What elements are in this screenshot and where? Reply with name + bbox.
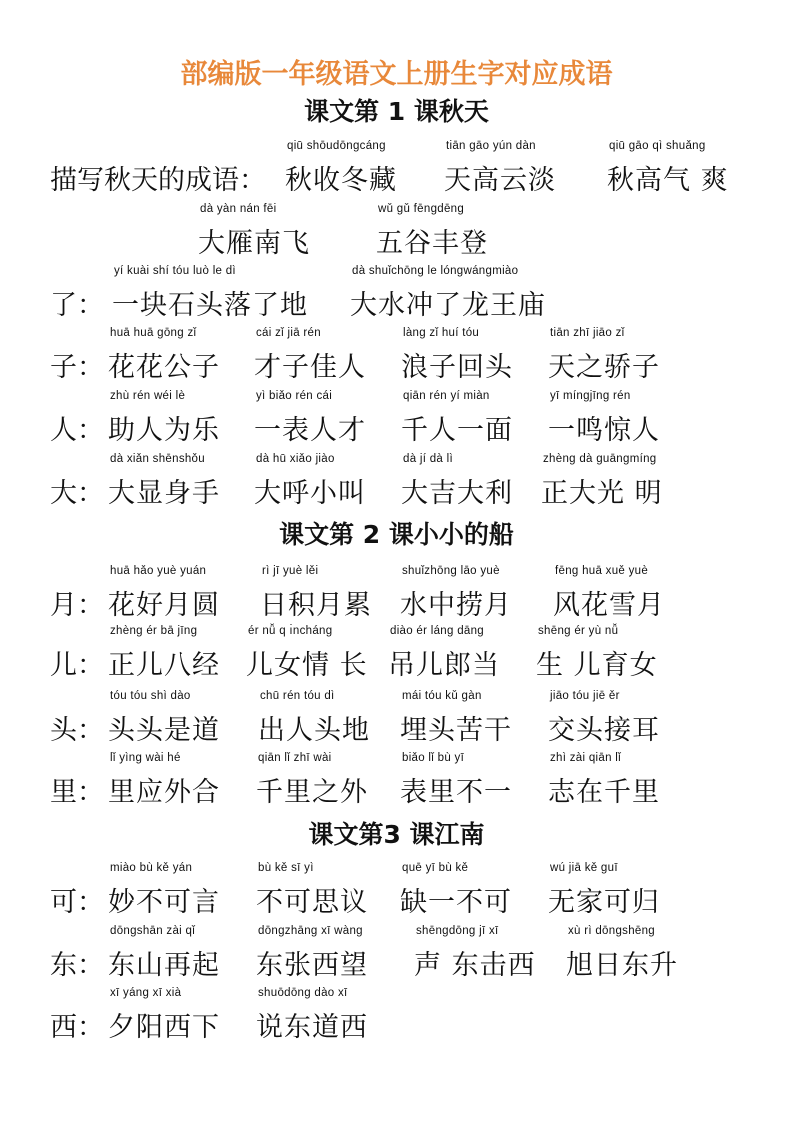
document-title: 部编版一年级语文上册生字对应成语 (180, 59, 613, 90)
idiom-pinyin: tiān zhī jiāo zǐ (550, 327, 625, 339)
idiom-hanzi: 助人为乐 (108, 415, 220, 446)
idiom-hanzi: 大呼小叫 (254, 478, 366, 509)
idiom-pinyin: bù kě sī yì (258, 862, 314, 874)
idiom-hanzi: 旭日东升 (566, 950, 678, 981)
idiom-pinyin: fēng huā xuě yuè (555, 565, 649, 577)
idiom-hanzi: 大显身手 (108, 478, 220, 509)
idiom-hanzi: 秋高气 爽 (607, 165, 729, 196)
idiom-pinyin: huā hǎo yuè yuán (110, 565, 207, 577)
idiom-row (0, 453, 793, 513)
idiom-hanzi: 大吉大利 (401, 478, 513, 509)
idiom-hanzi: 出人头地 (258, 715, 370, 746)
idiom-pinyin: jiāo tóu jiē ěr (550, 690, 620, 702)
idiom-pinyin: shēngdōng jī xī (416, 925, 499, 937)
idiom-row (0, 862, 793, 922)
idiom-hanzi: 头头是道 (108, 715, 220, 746)
idiom-pinyin: diào ér láng dāng (390, 625, 484, 637)
idiom-row (0, 987, 793, 1047)
row-lead-character: 可： (50, 887, 104, 918)
lesson-heading: 课文第3 课江南 (308, 820, 485, 849)
idiom-hanzi: 风花雪月 (553, 590, 665, 621)
row-lead-character: 西： (50, 1012, 104, 1043)
idiom-hanzi: 东山再起 (108, 950, 220, 981)
row-lead-character: 了： (50, 290, 104, 321)
idiom-pinyin: quē yī bù kě (402, 862, 469, 874)
idiom-pinyin: mái tóu kǔ gàn (402, 690, 482, 702)
idiom-hanzi: 一表人才 (254, 415, 366, 446)
idiom-hanzi: 志在千里 (548, 777, 660, 808)
idiom-hanzi: 表里不一 (400, 777, 512, 808)
idiom-hanzi: 无家可归 (548, 887, 660, 918)
idiom-hanzi: 秋收冬藏 (285, 165, 397, 196)
idiom-pinyin: lǐ yìng wài hé (110, 752, 181, 764)
idiom-hanzi: 东张西望 (256, 950, 368, 981)
row-lead-character: 子： (50, 352, 104, 383)
lesson-heading: 课文第 2 课小小的船 (279, 520, 514, 549)
idiom-pinyin: dà xiǎn shēnshǒu (110, 453, 205, 465)
idiom-hanzi: 正儿八经 (108, 650, 220, 681)
row-lead-character: 描写秋天的成语： (50, 165, 266, 196)
idiom-pinyin: zhì zài qiān lǐ (550, 752, 621, 764)
idiom-hanzi: 交头接耳 (548, 715, 660, 746)
idiom-hanzi: 花花公子 (108, 352, 220, 383)
idiom-pinyin: xù rì dōngshēng (568, 925, 655, 937)
idiom-hanzi: 说东道西 (256, 1012, 368, 1043)
idiom-row (0, 690, 793, 750)
idiom-pinyin: shēng ér yù nǚ (538, 625, 619, 637)
idiom-pinyin: wú jiā kě guī (550, 862, 618, 874)
idiom-pinyin: biǎo lǐ bù yī (402, 752, 465, 764)
idiom-hanzi: 夕阳西下 (108, 1012, 220, 1043)
idiom-pinyin: shuǐzhōng lāo yuè (402, 565, 500, 577)
idiom-hanzi: 才子佳人 (254, 352, 366, 383)
idiom-row (0, 625, 793, 685)
idiom-row (0, 140, 793, 200)
idiom-row (0, 265, 793, 325)
row-lead-character: 大： (50, 478, 104, 509)
row-lead-character: 头： (50, 715, 104, 746)
row-lead-character: 里： (50, 777, 104, 808)
idiom-pinyin: qiū gāo qì shuǎng (609, 140, 706, 152)
row-lead-character: 东： (50, 950, 104, 981)
idiom-pinyin: tiān gāo yún dàn (446, 140, 536, 152)
idiom-pinyin: dà yàn nán fēi (200, 203, 277, 215)
idiom-pinyin: wǔ gǔ fēngdēng (378, 203, 465, 215)
idiom-hanzi: 声 东击西 (414, 950, 536, 981)
idiom-hanzi: 天之骄子 (548, 352, 660, 383)
idiom-pinyin: làng zǐ huí tóu (403, 327, 480, 339)
idiom-hanzi: 妙不可言 (108, 887, 220, 918)
idiom-pinyin: zhèng dà guāngmíng (543, 453, 657, 465)
idiom-hanzi: 吊儿郎当 (388, 650, 500, 681)
idiom-pinyin: rì jī yuè lěi (262, 565, 319, 577)
idiom-hanzi: 儿女情 长 (246, 650, 368, 681)
idiom-hanzi: 浪子回头 (401, 352, 513, 383)
idiom-pinyin: ér nǚ q ı̇ncháng (248, 625, 333, 637)
idiom-pinyin: shuōdōng dào xī (258, 987, 348, 999)
idiom-pinyin: qiān lǐ zhī wài (258, 752, 332, 764)
idiom-hanzi: 五谷丰登 (376, 228, 488, 259)
idiom-hanzi: 不可思议 (256, 887, 368, 918)
idiom-hanzi: 大雁南飞 (198, 228, 310, 259)
idiom-pinyin: xī yáng xī xià (110, 987, 182, 999)
idiom-pinyin: yī míngjīng rén (550, 390, 631, 402)
lesson-heading: 课文第 1 课秋天 (304, 97, 489, 126)
idiom-pinyin: tóu tóu shì dào (110, 690, 191, 702)
idiom-hanzi: 大水冲了龙王庙 (350, 290, 546, 321)
idiom-row (0, 390, 793, 450)
row-lead-character: 月： (50, 590, 104, 621)
idiom-pinyin: cái zǐ jiā rén (256, 327, 321, 339)
idiom-row (0, 565, 793, 625)
idiom-pinyin: dōngzhāng xī wàng (258, 925, 363, 937)
row-lead-character: 儿： (50, 650, 104, 681)
idiom-pinyin: huā huā gōng zǐ (110, 327, 197, 339)
idiom-hanzi: 花好月圆 (108, 590, 220, 621)
idiom-pinyin: dà hū xiǎo jiào (256, 453, 335, 465)
row-lead-character: 人： (50, 415, 104, 446)
idiom-pinyin: dōngshān zài qǐ (110, 925, 196, 937)
idiom-hanzi: 正大光 明 (541, 478, 663, 509)
idiom-hanzi: 日积月累 (260, 590, 372, 621)
idiom-hanzi: 一鸣惊人 (548, 415, 660, 446)
idiom-row (0, 925, 793, 985)
idiom-row (0, 327, 793, 387)
idiom-hanzi: 天高云淡 (444, 165, 556, 196)
idiom-hanzi: 一块石头落了地 (112, 290, 308, 321)
idiom-pinyin: zhèng ér bā jīng (110, 625, 198, 637)
idiom-row (0, 203, 793, 263)
idiom-hanzi: 千人一面 (401, 415, 513, 446)
idiom-hanzi: 生 儿育女 (536, 650, 658, 681)
idiom-pinyin: chū rén tóu dì (260, 690, 335, 702)
idiom-pinyin: yí kuài shí tóu luò le dì (114, 265, 236, 277)
idiom-row (0, 752, 793, 812)
idiom-pinyin: dà jí dà lì (403, 453, 453, 465)
idiom-pinyin: dà shuǐchōng le lóngwángmiào (352, 265, 519, 277)
idiom-pinyin: qiū shōudōngcáng (287, 140, 386, 152)
idiom-hanzi: 里应外合 (108, 777, 220, 808)
idiom-pinyin: yì biǎo rén cái (256, 390, 333, 402)
idiom-hanzi: 千里之外 (256, 777, 368, 808)
idiom-hanzi: 缺一不可 (400, 887, 512, 918)
idiom-hanzi: 埋头苦干 (400, 715, 512, 746)
idiom-hanzi: 水中捞月 (400, 590, 512, 621)
idiom-pinyin: zhù rén wéi lè (110, 390, 186, 402)
idiom-pinyin: qiān rén yí miàn (403, 390, 490, 402)
idiom-pinyin: miào bù kě yán (110, 862, 193, 874)
